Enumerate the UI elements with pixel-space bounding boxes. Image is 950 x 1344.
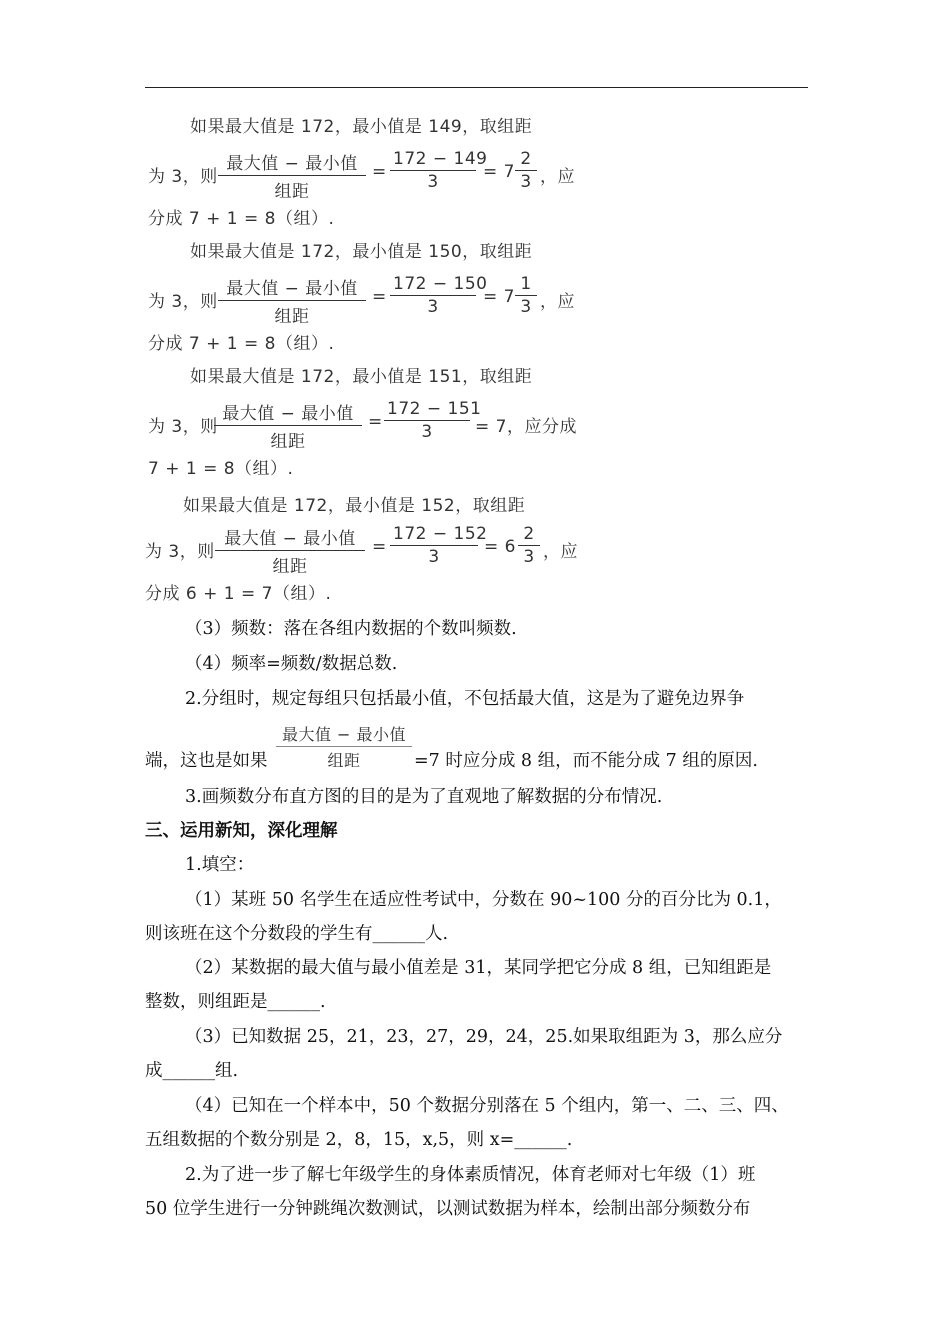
question-3-line-1: （3）已知数据 25，21，23，27，29，24，25.如果取组距为 3，那么应分 [185,1027,783,1047]
paragraph-histogram-purpose: 3.画频数分布直方图的目的是为了直观地了解数据的分布情况. [185,787,663,807]
mixed-fraction: $\frac{2}{3}$ [518,524,540,567]
inline-fraction: 最大值 − 最小值 组距 [276,722,412,771]
question-4-line-2: 五组数据的个数分别是 2，8，15，x,5，则 x=______. [145,1130,573,1150]
block-intro: 如果最大值是 172，最小值是 151，取组距 [190,367,533,387]
block-conclusion: 分成 7 + 1 = 8（组）. [148,334,335,354]
result-whole: = 7 [483,287,515,307]
block-conclusion: 7 + 1 = 8（组）. [148,459,294,479]
result-whole: = 7 [483,162,515,182]
mixed-fraction: $\frac{2}{3}$ [515,149,537,192]
block-tail: ，应 [543,542,578,562]
equals-sign: = [368,412,383,432]
block-intro: 如果最大值是 172，最小值是 152，取组距 [183,496,526,516]
question-1-line-1: （1）某班 50 名学生在适应性考试中，分数在 90~100 分的百分比为 0.1， [185,890,782,910]
block-wei: 为 3，则 [148,417,218,437]
question-5-line-2: 50 位学生进行一分钟跳绳次数测试，以测试数据为样本，绘制出部分频数分布 [145,1199,751,1219]
block-intro: 如果最大值是 172，最小值是 149，取组距 [190,117,533,137]
fraction-label: 最大值 − 最小值 组距 [214,399,362,452]
fraction-label: 最大值 − 最小值 组距 [215,524,365,577]
fraction-values: $\frac{172 - 152}{3}$ [390,524,478,567]
question-2-line-2: 整数，则组距是______. [145,992,326,1012]
block-tail: ，应 [540,167,575,187]
equals-sign: = [372,537,387,557]
block-conclusion: 分成 6 + 1 = 7（组）. [145,584,332,604]
fraction-label: 最大值 − 最小值 组距 [218,149,366,202]
block-conclusion: 分成 7 + 1 = 8（组）. [148,209,335,229]
paragraph-grouping-rule: 2.分组时，规定每组只包括最小值，不包括最大值，这是为了避免边界争 [185,689,745,709]
header-rule [145,87,808,88]
question-5-line-1: 2.为了进一步了解七年级学生的身体素质情况，体育老师对七年级（1）班 [185,1165,756,1185]
question-1-line-2: 则该班在这个分数段的学生有______人. [145,924,449,944]
fraction-values: $\frac{172 - 151}{3}$ [384,399,470,442]
question-3-line-2: 成______组. [145,1061,239,1081]
block-wei: 为 3，则 [145,542,215,562]
paragraph-relative-frequency: （4）频率=频数/数据总数. [185,654,398,674]
result-whole: = 7，应分成 [475,417,577,437]
fraction-values: $\frac{172 - 150}{3}$ [390,274,476,317]
result-whole: = 6 [484,537,516,557]
equals-sign: = [372,287,387,307]
question-2-line-1: （2）某数据的最大值与最小值差是 31，某同学把它分成 8 组，已知组距是 [185,958,772,978]
question-intro: 1.填空： [185,855,255,875]
mixed-fraction: $\frac{1}{3}$ [515,274,537,317]
fraction-label: 最大值 − 最小值 组距 [218,274,366,327]
section-title: 三、运用新知，深化理解 [145,821,338,841]
block-tail: ，应 [540,292,575,312]
equals-sign: = [372,162,387,182]
paragraph-grouping-rule-cont-a: 端，这也是如果 [145,751,268,771]
block-wei: 为 3，则 [148,167,218,187]
block-wei: 为 3，则 [148,292,218,312]
paragraph-frequency: （3）频数：落在各组内数据的个数叫频数. [185,619,517,639]
block-intro: 如果最大值是 172，最小值是 150，取组距 [190,242,533,262]
question-4-line-1: （4）已知在一个样本中，50 个数据分别落在 5 个组内，第一、二、三、四、 [185,1096,789,1116]
paragraph-grouping-rule-cont-b: =7 时应分成 8 组，而不能分成 7 组的原因. [414,751,758,771]
fraction-values: $\frac{172 - 149}{3}$ [390,149,476,192]
